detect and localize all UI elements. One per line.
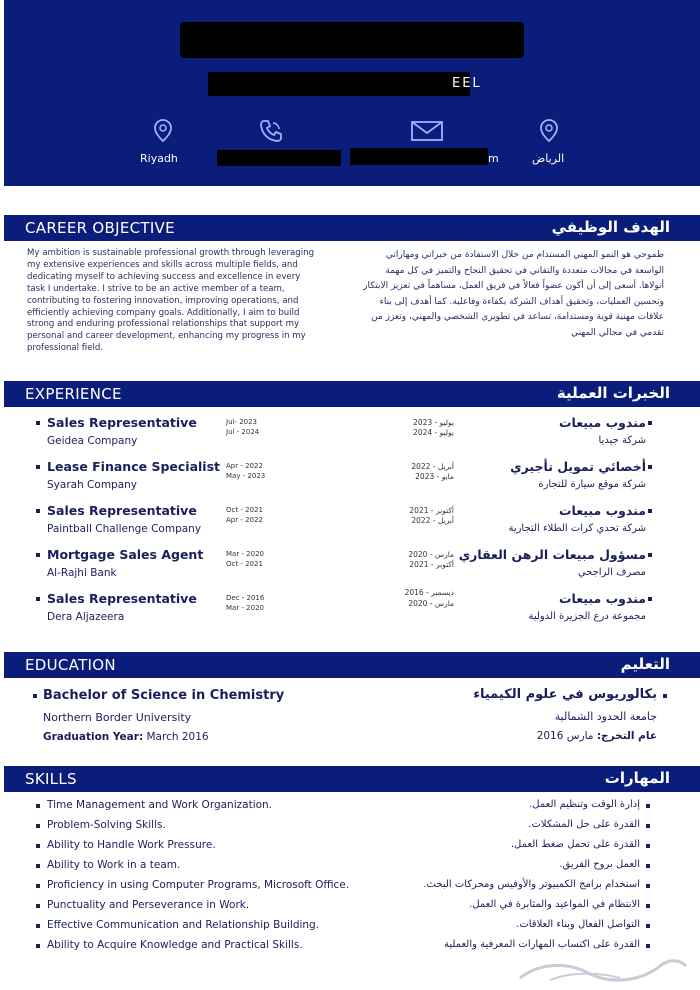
date-to-en: Jul - 2024 <box>226 428 260 436</box>
date-from-ar: مارس - 2020 <box>408 550 454 559</box>
section-title-ar: الهدف الوظيفي <box>551 218 670 236</box>
date-to-ar: مارس - 2020 <box>408 599 454 608</box>
grad-value-ar: مارس 2016 <box>536 730 594 742</box>
job-title-ar: مندوب مبيعات <box>559 503 646 518</box>
section-bar-objective <box>4 215 700 241</box>
skill-en: Effective Communication and Relationship Building. <box>47 919 320 931</box>
skill-en: Proficiency in using Computer Programs, Microsoft Office. <box>47 879 350 891</box>
bullet-icon <box>33 694 37 698</box>
company-en: Al-Rajhi Bank <box>47 567 117 579</box>
bullet-icon <box>648 509 652 513</box>
skill-en: Problem-Solving Skills. <box>47 819 166 831</box>
bullet-icon <box>36 944 40 948</box>
company-ar: شركة جيديا <box>598 435 646 446</box>
section-title-ar: المهارات <box>604 769 670 787</box>
bullet-icon <box>646 944 650 948</box>
section-title-en: SKILLS <box>25 770 77 788</box>
bullet-icon <box>36 864 40 868</box>
redacted-name-en <box>208 72 470 96</box>
company-ar: شركة موقع سيارة للتجارة <box>538 479 646 490</box>
skill-en: Ability to Handle Work Pressure. <box>47 839 216 851</box>
job-title-ar: مندوب مبيعات <box>559 591 646 606</box>
bullet-icon <box>648 465 652 469</box>
watermark-logo <box>510 952 690 986</box>
skill-en: Ability to Acquire Knowledge and Practical Skills. <box>47 939 303 951</box>
bullet-icon <box>648 421 652 425</box>
job-title-en: Mortgage Sales Agent <box>47 547 204 562</box>
contact-city-ar: الرياض <box>532 152 565 165</box>
skill-ar: القدرة على تحمل ضغط العمل. <box>510 839 640 850</box>
skill-ar: العمل بروح الفريق. <box>559 859 640 870</box>
bullet-icon <box>646 864 650 868</box>
university-ar: جامعة الحدود الشمالية <box>554 710 657 723</box>
skill-en: Ability to Work in a team. <box>47 859 181 871</box>
degree-ar: بكالوريوس في علوم الكيمياء <box>473 687 657 702</box>
bullet-icon <box>36 421 40 425</box>
skill-ar: القدرة على حل المشكلات. <box>528 819 640 830</box>
date-from-ar: أكتوبر - 2021 <box>409 506 454 515</box>
date-to-en: May - 2023 <box>226 472 266 480</box>
bullet-icon <box>646 924 650 928</box>
bullet-icon <box>36 824 40 828</box>
bullet-icon <box>648 553 652 557</box>
email-icon <box>410 120 444 142</box>
job-title-en: Lease Finance Specialist <box>47 459 220 474</box>
grad-label-en: Graduation Year: <box>43 731 144 743</box>
redacted-name-ar <box>180 22 524 58</box>
bullet-icon <box>36 904 40 908</box>
section-title-ar: التعليم <box>620 655 670 673</box>
redacted-email <box>350 148 488 165</box>
phone-icon <box>258 118 284 144</box>
date-from-en: Apr - 2022 <box>226 462 263 470</box>
date-to-ar: أكتوبر - 2021 <box>409 560 454 569</box>
company-ar: مجموعة درع الجزيرة الدولية <box>528 611 646 622</box>
section-bar-skills <box>4 766 700 792</box>
section-title-ar: الخبرات العملية <box>556 384 670 402</box>
graduation-en <box>43 731 209 743</box>
name-en-partial: EEL <box>452 76 482 91</box>
objective-text-en: My ambition is sustainable professional growth through leveraging my extensive experiences and skills across multiple fields, and dedicating myself to achieving success and excellence in every task I undertake. I strive to be an active member of a team, contributing to fostering innovation, improving operations, and efficiently achieving company goals. Additionally, I aim to build strong and enduring professional relationships that support my personal and career development, enhancing my progress in my professional field. <box>27 248 315 354</box>
date-to-ar: أبريل - 2022 <box>411 516 454 525</box>
skill-ar: القدرة على اكتساب المهارات المعرفية والعملية <box>444 939 640 950</box>
bullet-icon <box>36 597 40 601</box>
skill-en: Punctuality and Perseverance in Work. <box>47 899 250 911</box>
job-title-en: Sales Representative <box>47 415 197 430</box>
bullet-icon <box>646 904 650 908</box>
skill-ar: إدارة الوقت وتنظيم العمل. <box>529 799 640 810</box>
job-title-en: Sales Representative <box>47 591 197 606</box>
redacted-phone <box>217 150 341 166</box>
date-from-en: Oct - 2021 <box>226 506 263 514</box>
location-pin-icon <box>537 118 561 144</box>
date-from-en: Dec - 2016 <box>226 594 265 602</box>
job-title-ar: مندوب مبيعات <box>559 415 646 430</box>
date-to-ar: يوليو - 2024 <box>413 428 454 437</box>
company-en: Dera Aljazeera <box>47 611 125 623</box>
date-to-en: Oct - 2021 <box>226 560 263 568</box>
job-title-ar: أخصائي تمويل تأجيري <box>510 459 646 474</box>
job-title-en: Sales Representative <box>47 503 197 518</box>
date-from-en: Jul- 2023 <box>226 418 258 426</box>
bullet-icon <box>36 509 40 513</box>
section-title-en: EDUCATION <box>25 656 116 674</box>
experience-item <box>0 415 700 459</box>
bullet-icon <box>36 884 40 888</box>
bullet-icon <box>646 844 650 848</box>
location-pin-icon <box>151 118 175 144</box>
skill-ar: التواصل الفعال وبناء العلاقات. <box>516 919 640 930</box>
bullet-icon <box>36 804 40 808</box>
bullet-icon <box>663 694 667 698</box>
date-to-en: Mar - 2020 <box>226 604 264 612</box>
company-ar: شركة تحدي كرات الطلاء التجارية <box>508 523 646 534</box>
date-from-ar: ديسمبر - 2016 <box>404 588 454 597</box>
bullet-icon <box>646 884 650 888</box>
bullet-icon <box>646 804 650 808</box>
skill-en: Time Management and Work Organization. <box>47 799 273 811</box>
bullet-icon <box>646 824 650 828</box>
experience-item <box>0 503 700 547</box>
grad-label-ar: عام التخرج: <box>596 730 657 742</box>
section-bar-education <box>4 652 700 678</box>
skill-ar: استخدام برامج الكمبيوتر والأوفيس ومحركات البحث. <box>423 879 640 890</box>
date-to-en: Apr - 2022 <box>226 516 263 524</box>
company-en: Paintball Challenge Company <box>47 523 202 535</box>
date-from-en: Mar - 2020 <box>226 550 264 558</box>
job-title-ar: مسؤول مبيعات الرهن العقاري <box>458 547 646 562</box>
section-title-en: EXPERIENCE <box>25 385 122 403</box>
graduation-ar <box>537 730 657 742</box>
date-from-ar: يوليو - 2023 <box>413 418 454 427</box>
date-to-ar: مايو - 2023 <box>415 472 454 481</box>
section-bar-experience <box>4 381 700 407</box>
bullet-icon <box>36 465 40 469</box>
contact-email-tail: m <box>488 152 499 165</box>
date-from-ar: أبريل - 2022 <box>411 462 454 471</box>
resume-header <box>4 0 700 186</box>
experience-item <box>0 459 700 503</box>
experience-item <box>0 547 700 591</box>
bullet-icon <box>36 844 40 848</box>
university-en: Northern Border University <box>43 711 192 724</box>
grad-value-en: March 2016 <box>146 731 209 743</box>
skill-ar: الانتظام في المواعيد والمثابرة في العمل. <box>469 899 640 910</box>
company-en: Geidea Company <box>47 435 138 447</box>
contact-city-en: Riyadh <box>140 152 178 165</box>
bullet-icon <box>648 597 652 601</box>
bullet-icon <box>36 553 40 557</box>
company-en: Syarah Company <box>47 479 138 491</box>
company-ar: مصرف الراجحي <box>577 567 646 578</box>
degree-en: Bachelor of Science in Chemistry <box>43 688 285 703</box>
experience-item <box>0 588 700 635</box>
bullet-icon <box>36 924 40 928</box>
objective-text-ar: طموحي هو النمو المهني المستدام من خلال الاستفادة من خبراتي ومهاراتي الواسعة في مجالات متعددة والتفاني في تحقيق النجاح والتميز في كل مهمة أتولاها. أسعى إلى أن أكون عضواً فعالاً في فريق العمل، مساهماً في تعزيز الابتكار وتحسين العمليات، وتحقيق أهداف الشركة بكفاءة وفاعلية. كما أهدف إلى بناء علاقات مهنية قوية ومستدامة، تساعد في تطويري الشخصي والمهني، وتعزز من تقدمي في مجالي المهني <box>363 250 664 338</box>
section-title-en: CAREER OBJECTIVE <box>25 219 175 237</box>
